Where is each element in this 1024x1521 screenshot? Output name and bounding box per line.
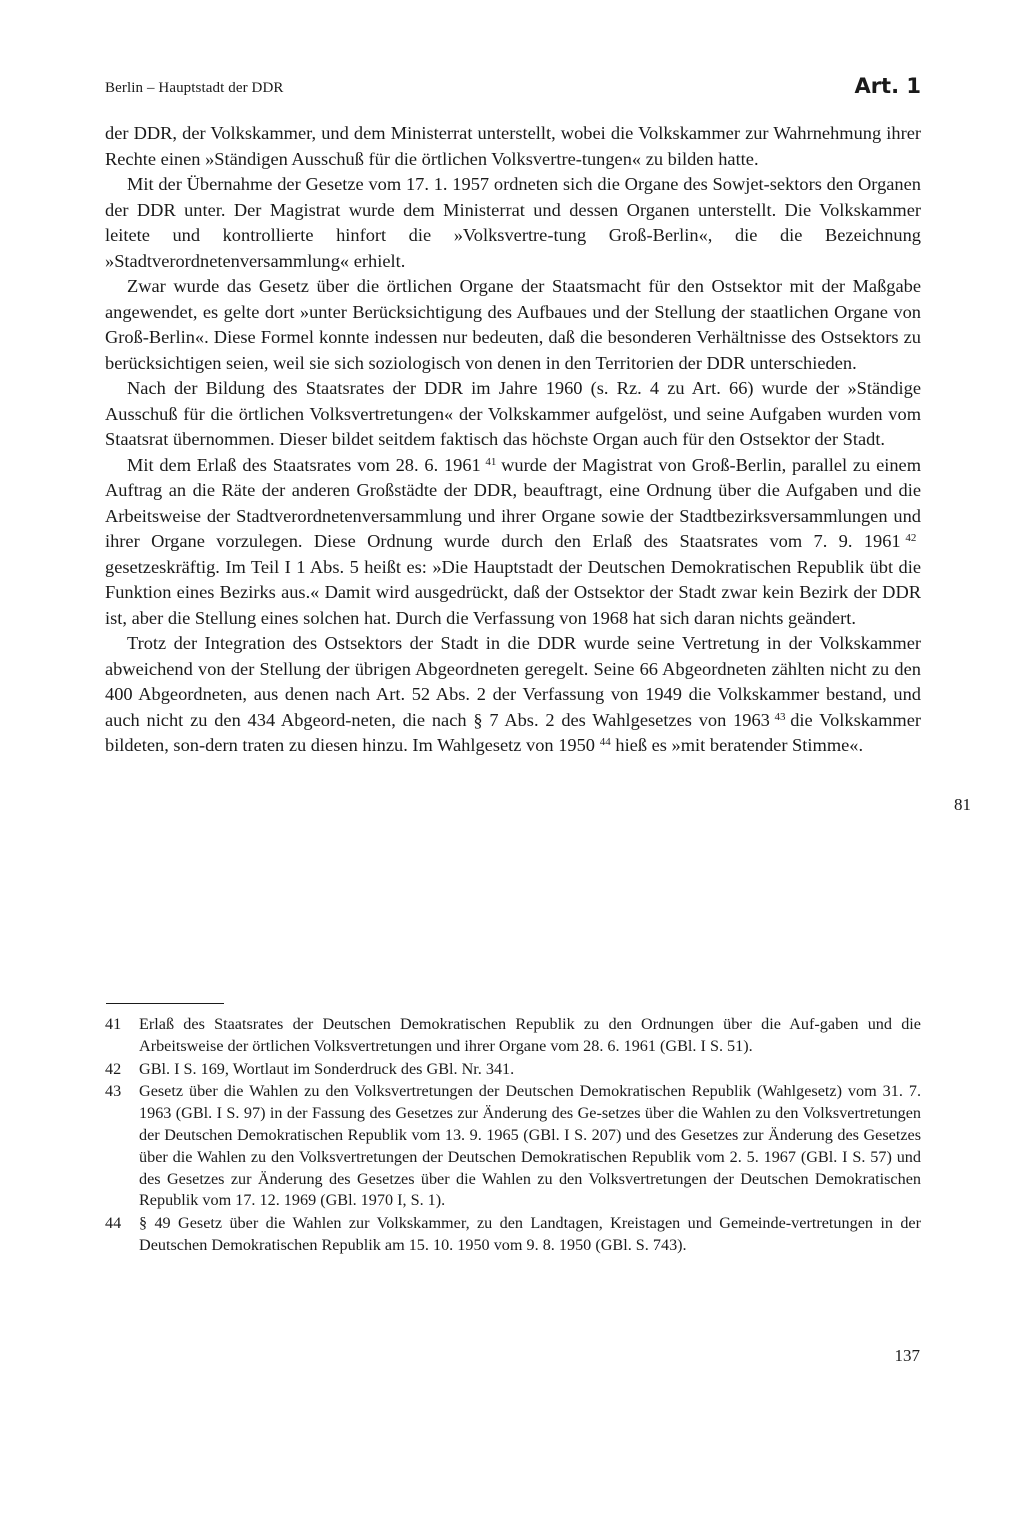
footnote-42 [105,1059,921,1081]
margin-number: 81 [954,795,971,814]
paragraph-4: Nach der Bildung des Staatsrates der DDR im Jahre 1960 (s. Rz. 4 zu Art. 66) wurde der »Ständige Ausschuß für die örtlichen Volksvertretungen« der Volkskammer aufgelöst, und seine Aufgaben wurden vom Staatsrat übernommen. Dieser bildet seitdem faktisch das höchste Organ auch für den Ostsektor der Stadt. [105,378,921,449]
article-label: Art. 1 [854,74,921,98]
footnote-number: 41 [105,1015,122,1033]
footnote-text: Gesetz über die Wahlen zu den Volksvertretungen der Deutschen Demokratischen Republik (Wahlgesetz) vom 31. 7. 1963 (GBl. I S. 97) in der Fassung des Gesetzes zur Änderung des Ge-setzes über die Wahlen zu den Volksvertretungen der Deutschen Demokratischen Republik vom 13. 9. 1965 (GBl. I S. 207) und des Gesetzes zur Änderung des Gesetzes über die Wahlen zu den Volksvertretungen der Deutschen Demokratischen Republik vom 2. 5. 1967 (GBl. I S. 57) und des Gesetzes zur Änderung des Gesetzes über die Wahlen zu den Volksvertretungen der Deutschen Demokratischen Republik vom 17. 12. 1969 (GBl. 1970 I, S. 1). [139,1082,921,1210]
running-head: Berlin – Hauptstadt der DDR [105,80,284,96]
footnote-41 [105,1014,921,1058]
paragraph-6 [105,631,921,759]
footnote-43 [105,1081,921,1212]
footnote-number: 44 [105,1214,122,1233]
paragraph-5-part-1: Mit dem Erlaß des Staatsrates vom 28. 6. 1961 [127,454,481,475]
paragraph-6-part-2: die Volkskammer bildeten, son-dern traten zu diesen hinzu. Im Wahlgesetz von 1950 [105,709,921,755]
footnote-separator [106,1003,224,1004]
footnote-reference-44[interactable]: 44 [599,736,611,748]
paragraph-6-part-3: hieß es »mit beratender Stimme«. [615,735,864,755]
footnote-44 [105,1213,921,1257]
footnote-number: 43 [105,1082,122,1101]
footnotes [105,1014,921,1258]
page-number: 137 [894,1346,920,1365]
paragraph-3: Zwar wurde das Gesetz über die örtlichen Organe der Staatsmacht für den Ostsektor mit der Maßgabe angewendet, es gelte dort »unter Berücksichtigung des Aufbaues und der Stellung der staatlichen Organe von Groß-Berlin«. Diese Formel konnte indessen nur bedeuten, daß die besonderen Verhältnisse des Ostsektors zu berücksichtigen seien, weil sie sich soziologisch von denen in den Territorien der DDR unterschieden. [105,276,921,373]
footnote-text: Erlaß des Staatsrates der Deutschen Demokratischen Republik zu den Ordnungen über die Auf-gaben und die Arbeitsweise der örtlichen Volksvertretungen und ihrer Organe vom 28. 6. 1961 (GBl. I S. 51). [139,1015,921,1055]
body-text [105,121,921,759]
paragraph-5-part-2: wurde der Magistrat von Groß-Berlin, parallel zu einem Auftrag an die Räte der anderen Großstädte der DDR, beauftragt, eine Ordnung über die Aufgaben und die Arbeitsweise der Stadtverordnetenversammlung und ihrer Organe sowie der Stadtbezirksversammlungen und ihrer Organe vorzulegen. Diese Ordnung wurde durch den Erlaß des Staatsrates vom 7. 9. 1961 [105,454,921,551]
paragraph-6-part-1: Trotz der Integration des Ostsektors der Stadt in die DDR wurde seine Vertretung in der Volkskammer abweichend von der Stellung der übrigen Abgeordneten geregelt. Seine 66 Abgeordneten zählten nicht zu den 400 Abgeordneten, aus denen nach Art. 52 Abs. 2 der Verfassung von 1949 die Volkskammer bestand, und auch nicht zu den 434 Abgeord-neten, die nach § 7 Abs. 2 des Wahlgesetzes von 1963 [105,633,921,730]
paragraph-5-part-3: gesetzeskräftig. Im Teil I 1 Abs. 5 heißt es: »Die Hauptstadt der Deutschen Demokratischen Republik übt die Funktion eines Bezirks aus.« Damit wird ausgedrückt, daß der Ostsektor der Stadt zwar kein Bezirk der DDR ist, aber die Stellung eines solchen hat. Durch die Verfassung von 1968 hat sich daran nichts geändert. [105,556,921,628]
footnote-text: § 49 Gesetz über die Wahlen zur Volkskammer, zu den Landtagen, Kreistagen und Gemeinde-vertretungen in der Deutschen Demokratischen Republik am 15. 10. 1950 vom 9. 8. 1950 (GBl. S. 743). [139,1214,921,1254]
paragraph-1: der DDR, der Volkskammer, und dem Ministerrat unterstellt, wobei die Volkskammer zur Wahrnehmung ihrer Rechte einen »Ständigen Ausschuß für die örtlichen Volksvertre-tungen« zu bilden hatte. [105,123,921,169]
paragraph-5 [105,453,921,632]
footnote-reference-42[interactable]: 42 [905,532,917,544]
footnote-reference-43[interactable]: 43 [774,710,786,723]
paragraph-2: Mit der Übernahme der Gesetze vom 17. 1. 1957 ordneten sich die Organe des Sowjet-sektors den Organen der DDR unter. Der Magistrat wurde dem Ministerrat und dessen Organen unterstellt. Die Volkskammer leitete und kontrollierte hinfort die »Volksvertre-tung Groß-Berlin«, die die Bezeichnung »Stadtverordnetenversammlung« erhielt. [105,174,921,271]
footnote-text: GBl. I S. 169, Wortlaut im Sonderdruck des GBl. Nr. 341. [139,1059,515,1078]
footnote-reference-41[interactable]: 41 [485,455,497,468]
footnote-number: 42 [105,1059,122,1078]
